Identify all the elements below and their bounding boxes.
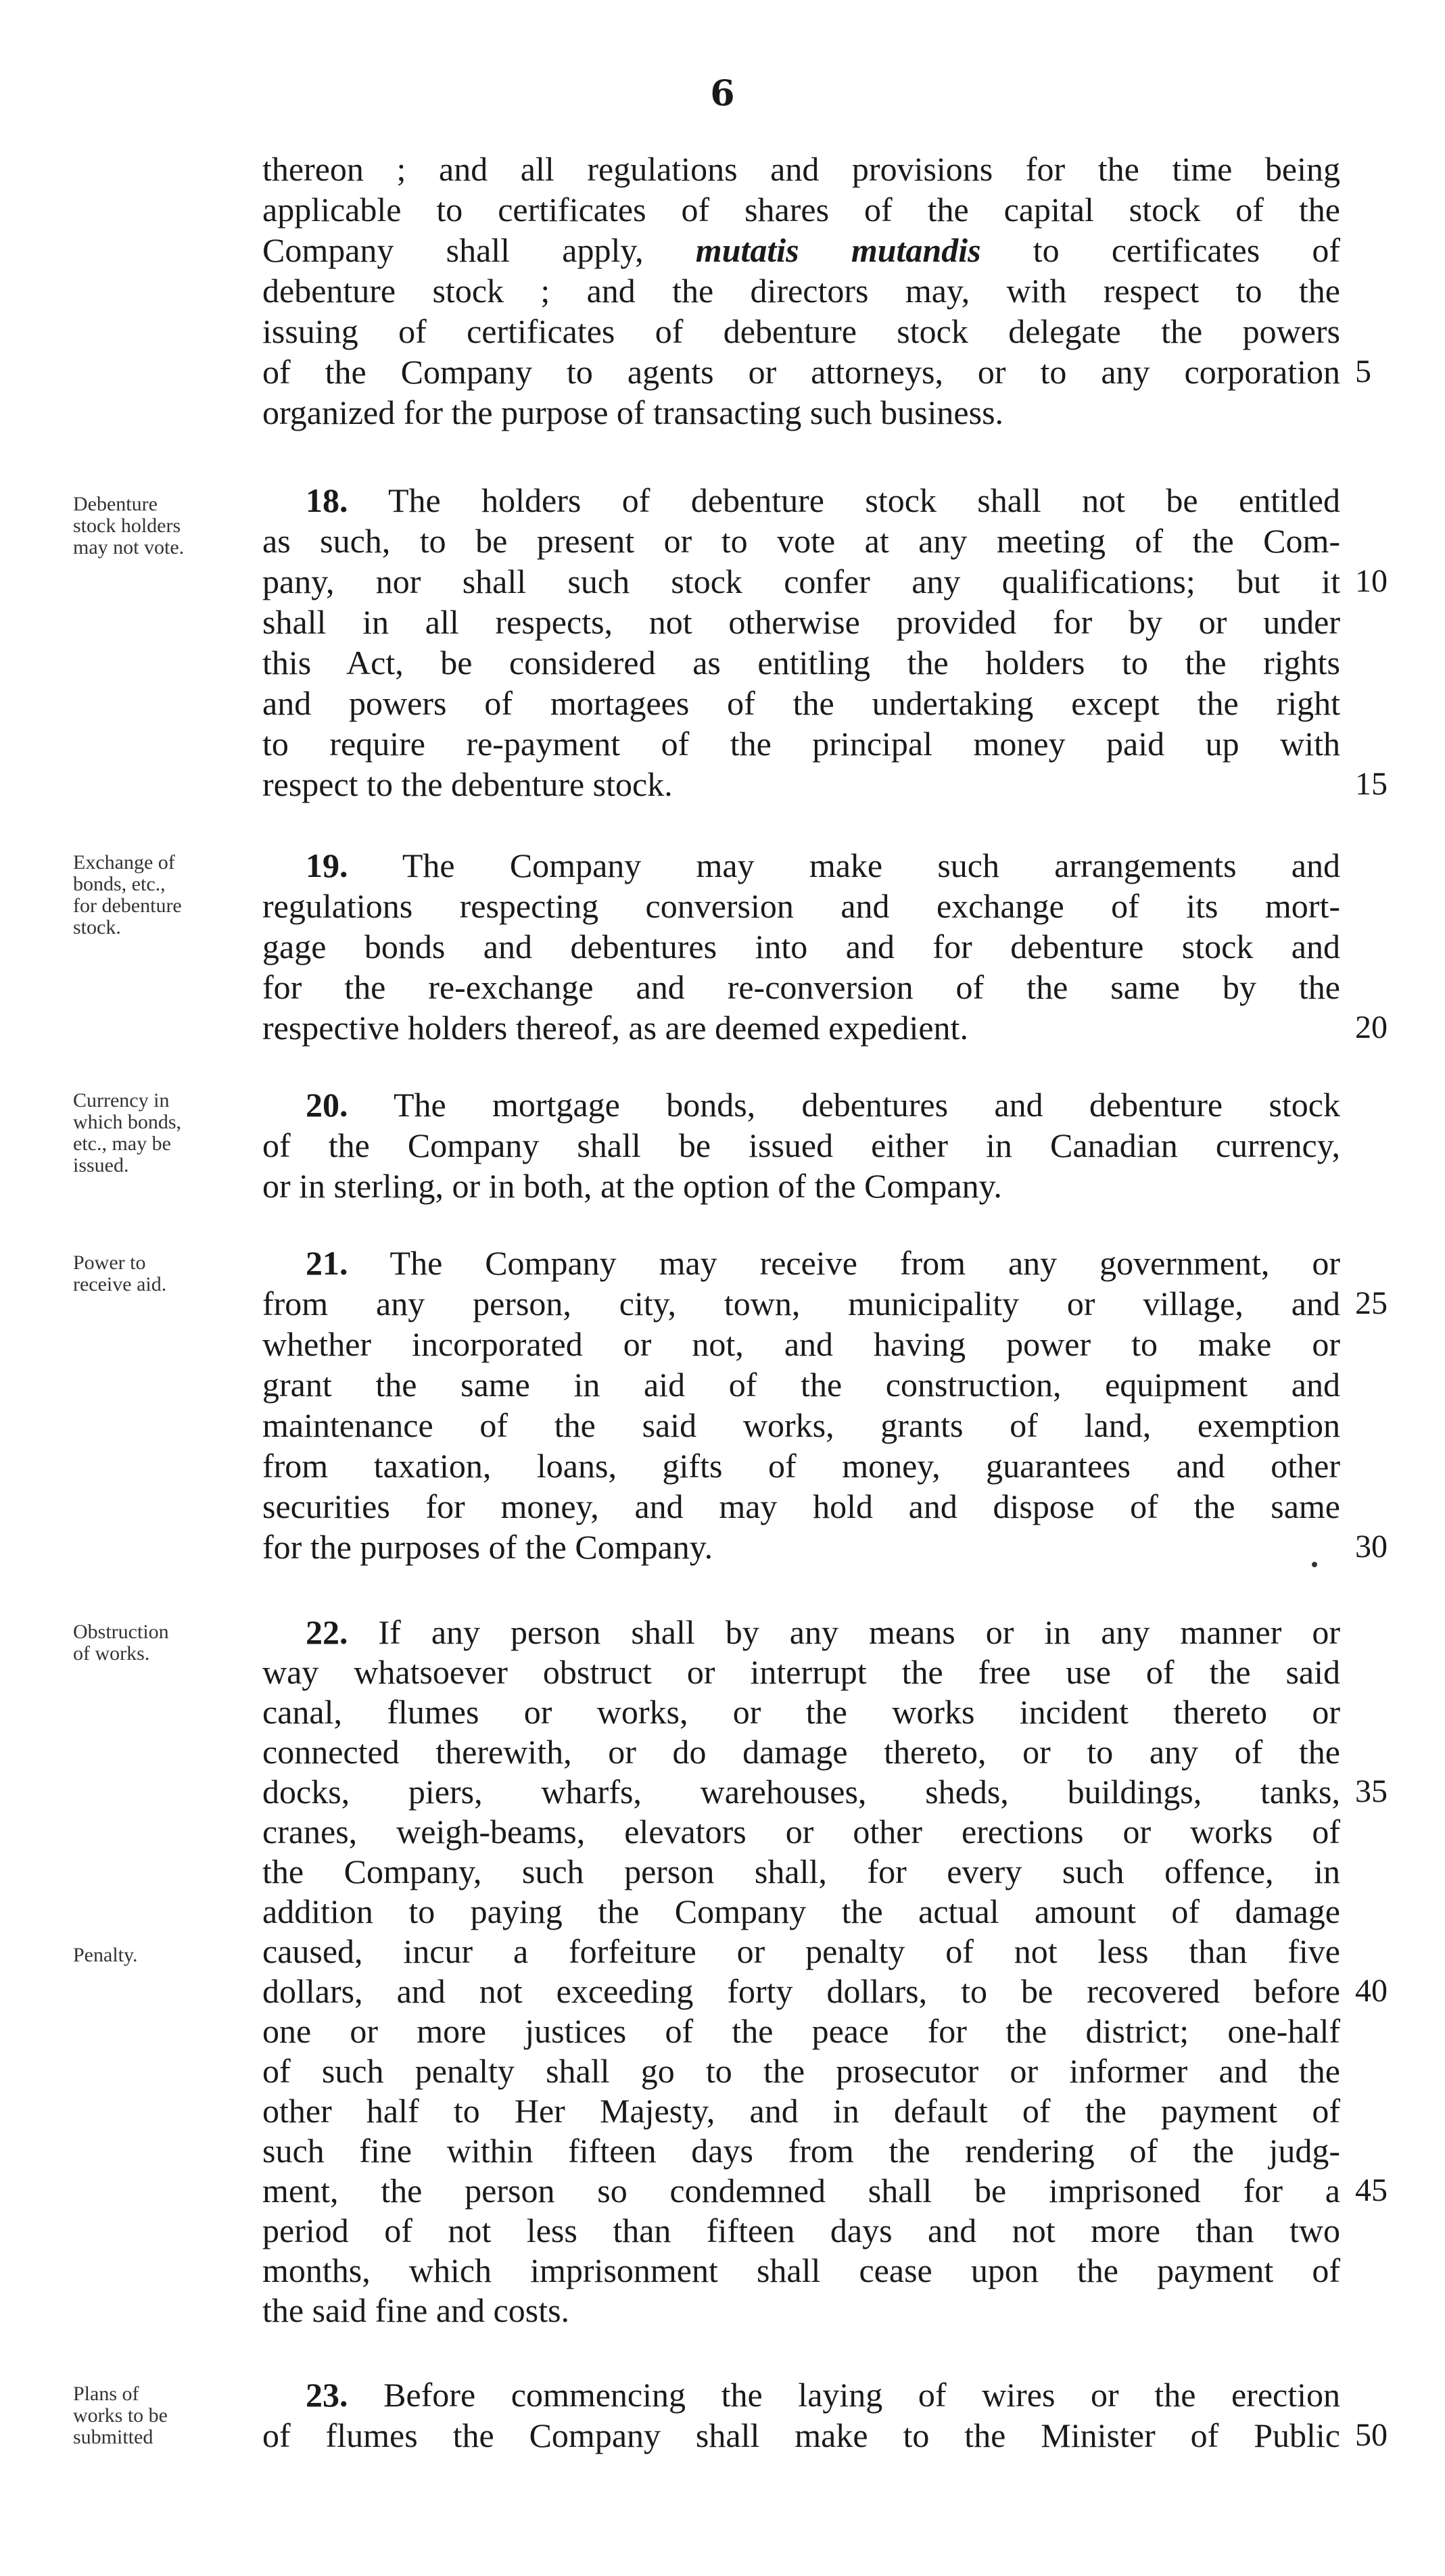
section-number: 19. bbox=[306, 846, 348, 884]
text-line: respect to the debenture stock. bbox=[262, 765, 673, 803]
line-number: 25 bbox=[1355, 1285, 1388, 1321]
text-line: addition to paying the Company the actual amount of damage bbox=[262, 1892, 1340, 1930]
margin-note: Exchange of bonds, etc., for debenture stock. bbox=[73, 851, 182, 938]
text-line: pany, nor shall such stock confer any qualifications; but it bbox=[262, 563, 1340, 600]
text-line: this Act, be considered as entitling the holders to the rights bbox=[262, 644, 1340, 682]
italic-phrase: mutatis mutandis bbox=[695, 231, 981, 269]
text-line: docks, piers, wharfs, warehouses, sheds, buildings, tanks, bbox=[262, 1773, 1340, 1811]
text-line: period of not less than fifteen days and not more than two bbox=[262, 2212, 1340, 2249]
text-line: way whatsoever obstruct or interrupt the free use of the said bbox=[262, 1653, 1340, 1691]
margin-note: Debenture stock holders may not vote. bbox=[73, 493, 185, 558]
text-line: canal, flumes or works, or the works incident thereto or bbox=[262, 1693, 1340, 1731]
margin-note: Currency in which bonds, etc., may be issued. bbox=[73, 1089, 181, 1176]
text-line: for the re-exchange and re-conversion of the same by the bbox=[262, 968, 1340, 1006]
text-line: of the Company to agents or attorneys, or to any corporation bbox=[262, 353, 1340, 391]
section-first-line: 21. The Company may receive from any government, or bbox=[306, 1244, 1340, 1282]
text-line: one or more justices of the peace for the district; one-half bbox=[262, 2012, 1340, 2050]
line-number: 45 bbox=[1355, 2172, 1388, 2208]
text-line: of such penalty shall go to the prosecutor or informer and the bbox=[262, 2052, 1340, 2090]
section-number: 22. bbox=[306, 1613, 348, 1651]
section-number: 21. bbox=[306, 1244, 348, 1282]
line-number: 40 bbox=[1355, 1973, 1388, 2009]
section-first-line: 23. Before commencing the laying of wires or the erection bbox=[306, 2376, 1340, 2414]
section-first-line: 19. The Company may make such arrangements and bbox=[306, 846, 1340, 884]
text-line: caused, incur a forfeiture or penalty of not less than five bbox=[262, 1932, 1340, 1970]
text-line: the Company, such person shall, for every such offence, in bbox=[262, 1853, 1340, 1890]
section-number: 18. bbox=[306, 481, 348, 519]
text-line: organized for the purpose of transacting such business. bbox=[262, 393, 1004, 431]
text-line: of the Company shall be issued either in Canadian currency, bbox=[262, 1126, 1340, 1164]
margin-note: Power to receive aid. bbox=[73, 1251, 167, 1295]
text-line: shall in all respects, not otherwise provided for by or under bbox=[262, 603, 1340, 641]
section-first-line: 20. The mortgage bonds, debentures and debenture stock bbox=[306, 1086, 1340, 1124]
line-number: 20 bbox=[1355, 1009, 1388, 1045]
stray-dot-mark bbox=[1312, 1562, 1317, 1567]
section-first-line: 22. If any person shall by any means or in any manner or bbox=[306, 1613, 1340, 1651]
line-number: 35 bbox=[1355, 1773, 1388, 1809]
text-line: months, which imprisonment shall cease upon the payment of bbox=[262, 2251, 1340, 2289]
text-line: respective holders thereof, as are deemed expedient. bbox=[262, 1009, 968, 1047]
text-line: connected therewith, or do damage thereto, or to any of the bbox=[262, 1733, 1340, 1771]
page-number: 6 bbox=[710, 73, 735, 114]
text-line: to require re-payment of the principal money paid up with bbox=[262, 725, 1340, 763]
text-line: of flumes the Company shall make to the Minister of Public bbox=[262, 2416, 1340, 2454]
text-line: from taxation, loans, gifts of money, guarantees and other bbox=[262, 1447, 1340, 1485]
text-line: gage bonds and debentures into and for debenture stock and bbox=[262, 928, 1340, 965]
line-number: 5 bbox=[1355, 354, 1371, 389]
text-line: regulations respecting conversion and exchange of its mort- bbox=[262, 887, 1340, 925]
text-line: whether incorporated or not, and having power to make or bbox=[262, 1325, 1340, 1363]
section-number: 20. bbox=[306, 1086, 348, 1124]
text-line: securities for money, and may hold and dispose of the same bbox=[262, 1487, 1340, 1525]
section-number: 23. bbox=[306, 2376, 348, 2414]
text-line: thereon ; and all regulations and provisions for the time being bbox=[262, 150, 1340, 188]
text-line: ment, the person so condemned shall be imprisoned for a bbox=[262, 2172, 1340, 2210]
text-line: issuing of certificates of debenture stock delegate the powers bbox=[262, 312, 1340, 350]
text-line: dollars, and not exceeding forty dollars, to be recovered before bbox=[262, 1972, 1340, 2010]
text-line: grant the same in aid of the construction, equipment and bbox=[262, 1366, 1340, 1404]
text-line: applicable to certificates of shares of the capital stock of the bbox=[262, 191, 1340, 229]
line-number: 10 bbox=[1355, 563, 1388, 599]
section-first-line: 18. The holders of debenture stock shall not be entitled bbox=[306, 481, 1340, 519]
text-line: for the purposes of the Company. bbox=[262, 1528, 713, 1566]
line-number: 50 bbox=[1355, 2417, 1388, 2453]
text-line: maintenance of the said works, grants of land, exemption bbox=[262, 1406, 1340, 1444]
margin-note: Plans of works to be submitted bbox=[73, 2383, 168, 2448]
margin-note: Obstruction of works. bbox=[73, 1621, 169, 1665]
text-line: the said fine and costs. bbox=[262, 2291, 570, 2329]
text-line: as such, to be present or to vote at any meeting of the Com- bbox=[262, 522, 1340, 560]
line-number: 30 bbox=[1355, 1529, 1388, 1565]
line-number: 15 bbox=[1355, 766, 1388, 802]
margin-note-penalty: Penalty. bbox=[73, 1944, 138, 1966]
text-line: or in sterling, or in both, at the option of the Company. bbox=[262, 1167, 1002, 1205]
text-line: and powers of mortagees of the undertaking except the right bbox=[262, 684, 1340, 722]
text-line: such fine within fifteen days from the rendering of the judg- bbox=[262, 2132, 1340, 2170]
text-line: Company shall apply, mutatis mutandis to certificates of bbox=[262, 231, 1340, 269]
text-line: other half to Her Majesty, and in default of the payment of bbox=[262, 2092, 1340, 2130]
text-line: from any person, city, town, municipality or village, and bbox=[262, 1285, 1340, 1322]
text-line: cranes, weigh-beams, elevators or other erections or works of bbox=[262, 1813, 1340, 1851]
text-line: debenture stock ; and the directors may, with respect to the bbox=[262, 272, 1340, 310]
